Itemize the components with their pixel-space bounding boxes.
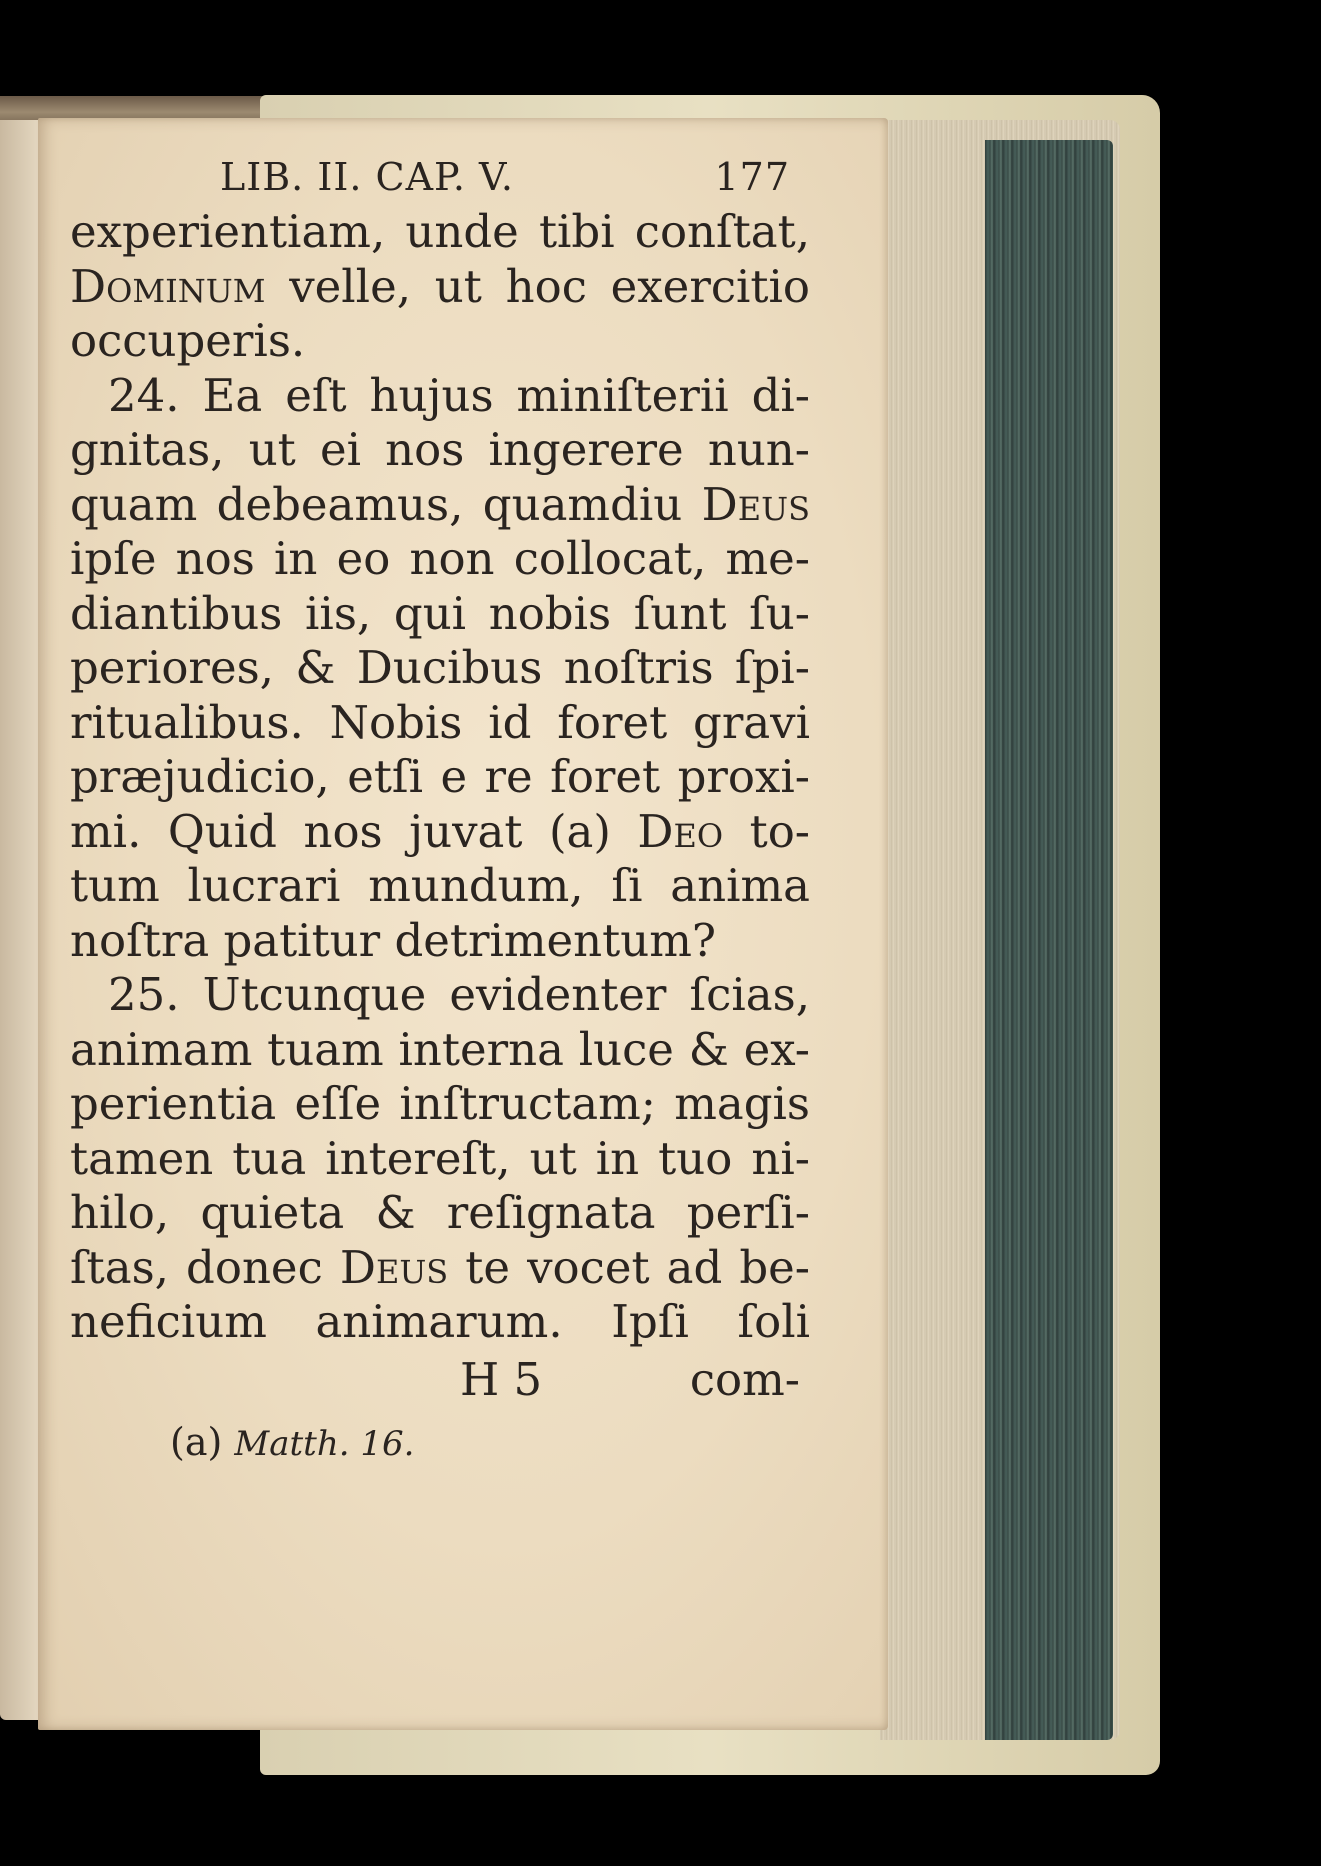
text-line: tum lucrari mundum, ſi anima <box>70 859 810 912</box>
text-line: occuperis. <box>70 314 306 367</box>
running-head: LIB. II. CAP. V. <box>220 155 514 199</box>
text-line: animam tuam interna luce & ex- <box>70 1022 810 1076</box>
footnote <box>70 1420 810 1464</box>
signature-line <box>70 1350 810 1410</box>
text-line: neficium animarum. Ipſi ſoli <box>70 1295 810 1348</box>
text-line: ipſe nos in eo non collocat, me- <box>70 532 810 585</box>
text-line: Dominum velle, ut hoc exercitio <box>70 259 810 313</box>
footnote-marker: (a) <box>170 1419 223 1464</box>
page-text <box>70 155 810 1464</box>
text-line: noſtra patitur detrimentum? <box>70 913 717 967</box>
text-line: mi. Quid nos juvat (a) Deo to- <box>70 804 810 858</box>
text-line: periores, & Ducibus noſtris ſpi- <box>70 641 810 694</box>
text-line: diantibus iis, qui nobis ſunt ſu- <box>70 586 810 640</box>
text-line: 25. Utcunque evidenter ſcias, <box>108 968 810 1021</box>
text-line: præjudicio, etſi e re foret proxi- <box>70 750 810 803</box>
footnote-reference: Matth. 16. <box>234 1423 415 1464</box>
page-number: 177 <box>714 155 790 199</box>
text-line: ritualibus. Nobis id foret gravi <box>70 695 810 749</box>
text-line: 24. Ea eſt hujus miniſterii di- <box>108 368 810 422</box>
text-body <box>70 205 810 1350</box>
text-line: quam debeamus, quamdiu Deus <box>70 477 810 531</box>
catchword: com- <box>689 1352 800 1406</box>
running-header <box>70 155 810 199</box>
text-line: gnitas, ut ei nos ingerere nun- <box>70 423 810 476</box>
text-line: perientia eſſe inſtructam; magis <box>70 1077 810 1130</box>
text-line: experientiam, unde tibi conſtat, <box>70 205 810 258</box>
text-line: tamen tua intereſt, ut in tuo ni- <box>70 1131 810 1185</box>
colored-page-edges <box>985 140 1113 1740</box>
text-line: hilo, quieta & reſignata perſi- <box>70 1186 810 1239</box>
text-line: ſtas, donec Deus te vocet ad be- <box>70 1240 811 1294</box>
signature-mark: H 5 <box>460 1352 543 1406</box>
